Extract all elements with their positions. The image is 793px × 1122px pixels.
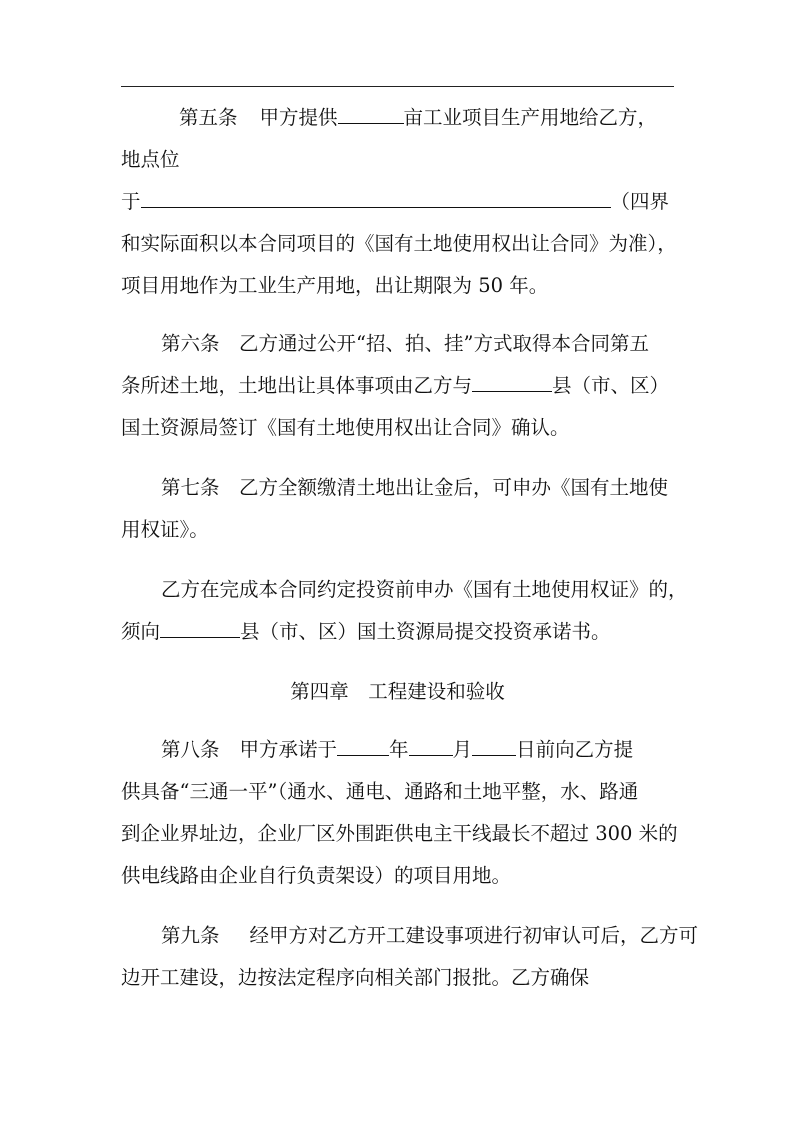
article5-line5: 项目用地作为工业生产用地，出让期限为 50 年。 — [121, 274, 549, 297]
article5-location-suffix: （四界 — [610, 190, 670, 213]
article5-text-a: 甲方提供 — [259, 106, 338, 129]
area-blank — [338, 104, 404, 124]
article9-text-a: 经甲方对乙方开工建设事项进行初审认可后，乙方可 — [249, 924, 699, 947]
extra-text-c: 县（市、区）国土资源局提交投资承诺书。 — [240, 620, 611, 643]
header-rule — [121, 86, 674, 87]
extra-line1 — [121, 576, 688, 603]
article9-number: 第九条 — [161, 924, 220, 947]
day-blank — [472, 736, 516, 756]
article5-line3 — [121, 188, 674, 215]
article7-line2: 用权证》。 — [121, 518, 209, 541]
article5-line2: 地点位 — [121, 148, 180, 171]
article8-text-b: 日前向乙方提 — [516, 738, 634, 761]
article8-line4: 供电线路由企业自行负责架设）的项目用地。 — [121, 864, 512, 887]
article5-text-b: 亩工业项目生产用地给乙方， — [403, 106, 658, 129]
location-blank — [141, 188, 611, 208]
article9-line1 — [121, 922, 699, 949]
county-blank-2 — [160, 618, 240, 638]
article8-number: 第八条 — [161, 738, 220, 761]
article7-text-a: 第七条 乙方全额缴清土地出让金后，可申办《国有土地使 — [161, 476, 669, 499]
article6-text-a: 第六条 乙方通过公开“招、拍、挂”方式取得本合同第五 — [161, 332, 649, 355]
article6-line1 — [121, 330, 674, 357]
article8-line3: 到企业界址边，企业厂区外围距供电主干线最长不超过 300 米的 — [121, 822, 678, 845]
extra-line2 — [121, 618, 674, 645]
year-blank — [337, 736, 389, 756]
article5-line1 — [121, 104, 674, 131]
article9-line2: 边开工建设，边按法定程序向相关部门报批。乙方确保 — [121, 966, 590, 989]
article5-line4: 和实际面积以本合同项目的《国有土地使用权出让合同》为准）， — [121, 232, 677, 255]
article7-line1 — [121, 474, 674, 501]
article6-text-c: 县（市、区） — [552, 374, 670, 397]
article5-number: 第五条 — [179, 106, 238, 129]
article8-line2: 供具备“三通一平”（通水、通电、通路和土地平整，水、路通 — [121, 780, 639, 803]
article8-line1 — [121, 736, 674, 763]
extra-text-b: 须向 — [121, 620, 161, 643]
article6-text-b: 条所述土地，土地出让具体事项由乙方与 — [121, 374, 473, 397]
article6-line3: 国土资源局签订《国有土地使用权出让合同》确认。 — [121, 416, 570, 439]
article6-line2 — [121, 372, 674, 399]
chapter-title: 第四章 工程建设和验收 — [290, 680, 505, 703]
month-label: 月 — [452, 738, 473, 761]
article5-location-prefix: 于 — [121, 190, 141, 213]
county-blank-1 — [472, 372, 552, 392]
month-blank — [409, 736, 453, 756]
year-label: 年 — [389, 738, 409, 761]
extra-text-a: 乙方在完成本合同约定投资前申办《国有土地使用权证》的， — [161, 578, 688, 601]
article8-text-a: 甲方承诺于 — [239, 738, 338, 761]
